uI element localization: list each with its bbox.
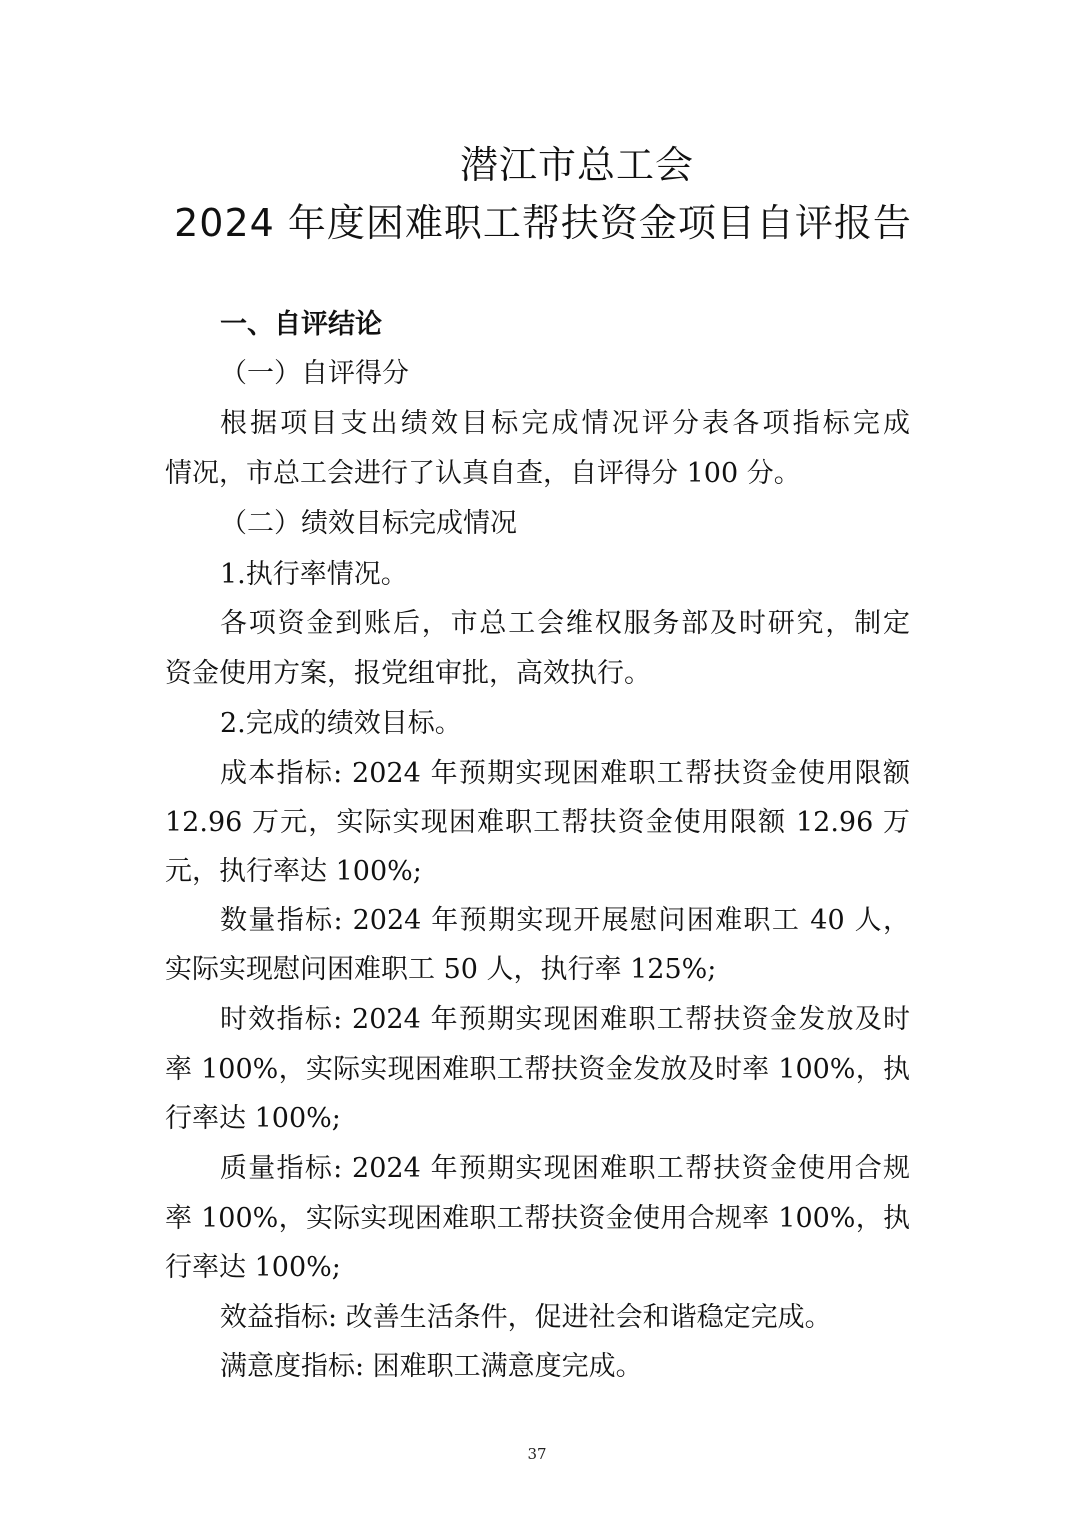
paragraph-score-line-2: 情况，市总工会进行了认真自查，自评得分 100 分。 xyxy=(165,458,801,489)
cost-indicator-line-1: 成本指标: 2024 年预期实现困难职工帮扶资金使用限额 xyxy=(220,758,910,789)
timeliness-indicator-line-1: 时效指标: 2024 年预期实现困难职工帮扶资金发放及时 xyxy=(220,1004,910,1035)
subsection-heading-performance-goals: （二）绩效目标完成情况 xyxy=(220,508,517,539)
document-title-line-1: 潜江市总工会 xyxy=(459,143,694,187)
quality-indicator-line-1: 质量指标: 2024 年预期实现困难职工帮扶资金使用合规 xyxy=(220,1153,910,1184)
subsection-heading-self-evaluation-score: （一）自评得分 xyxy=(220,358,409,389)
document-title-line-2: 2024 年度困难职工帮扶资金项目自评报告 xyxy=(174,201,912,245)
benefit-indicator-line-1: 效益指标: 改善生活条件，促进社会和谐稳定完成。 xyxy=(220,1302,832,1333)
timeliness-indicator-line-3: 行率达 100%; xyxy=(165,1103,341,1134)
timeliness-indicator-line-2: 率 100%，实际实现困难职工帮扶资金发放及时率 100%，执 xyxy=(165,1054,910,1085)
quality-indicator-line-3: 行率达 100%; xyxy=(165,1252,341,1283)
cost-indicator-line-2: 12.96 万元，实际实现困难职工帮扶资金使用限额 12.96 万 xyxy=(165,807,910,838)
paragraph-execution-line-1: 各项资金到账后，市总工会维权服务部及时研究，制定 xyxy=(220,608,910,639)
cost-indicator-line-3: 元，执行率达 100%; xyxy=(165,856,422,887)
quantity-indicator-line-2: 实际实现慰问困难职工 50 人，执行率 125%; xyxy=(165,954,717,985)
paragraph-execution-line-2: 资金使用方案，报党组审批，高效执行。 xyxy=(165,658,651,689)
item-heading-completed-goals: 2.完成的绩效目标。 xyxy=(220,708,462,739)
quality-indicator-line-2: 率 100%，实际实现困难职工帮扶资金使用合规率 100%，执 xyxy=(165,1203,910,1234)
paragraph-score-line-1: 根据项目支出绩效目标完成情况评分表各项指标完成 xyxy=(220,408,910,439)
section-heading-self-evaluation-conclusion: 一、自评结论 xyxy=(220,309,382,340)
item-heading-execution-rate: 1.执行率情况。 xyxy=(220,559,408,590)
page-number: 37 xyxy=(527,1445,547,1463)
quantity-indicator-line-1: 数量指标: 2024 年预期实现开展慰问困难职工 40 人， xyxy=(220,905,910,936)
satisfaction-indicator-line-1: 满意度指标: 困难职工满意度完成。 xyxy=(220,1351,643,1382)
